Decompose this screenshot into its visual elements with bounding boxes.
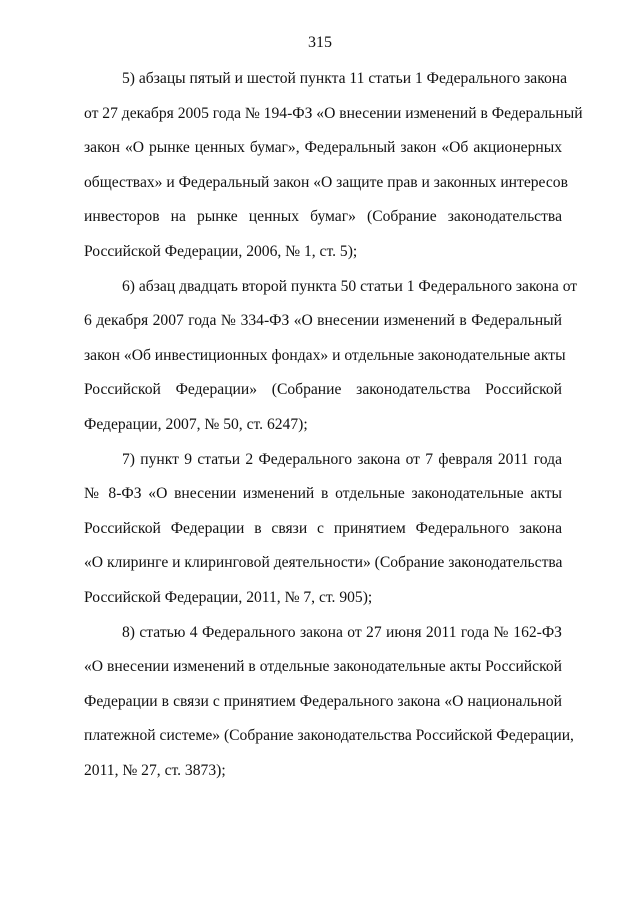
- text-line: Российской Федерации в связи с принятием Федерального закона: [84, 519, 562, 537]
- paragraph-item-5: [84, 62, 583, 270]
- text-line: 6 декабря 2007 года № 334-ФЗ «О внесении изменений в Федеральный: [84, 312, 562, 330]
- text-line: Федерации в связи с принятием Федерального закона «О национальной: [84, 692, 562, 710]
- text-line: закон «Об инвестиционных фондах» и отдельные законодательные акты: [84, 346, 566, 364]
- paragraph-item-6: [84, 270, 578, 443]
- text-line: платежной системе» (Собрание законодательства Российской Федерации,: [84, 727, 574, 745]
- text-line: «О клиринге и клиринговой деятельности» (Собрание законодательства: [84, 554, 563, 572]
- text-line: 2011, № 27, ст. 3873);: [84, 761, 226, 779]
- text-line: 5) абзацы пятый и шестой пункта 11 статьи 1 Федерального закона: [122, 70, 568, 87]
- text-line: Российской Федерации» (Собрание законодательства Российской: [84, 381, 562, 399]
- text-line: Российской Федерации, 2006, № 1, ст. 5);: [84, 242, 358, 260]
- text-line: № 8-ФЗ «О внесении изменений в отдельные законодательные акты: [84, 485, 562, 503]
- page-number: 315: [308, 34, 332, 51]
- text-line: 8) статью 4 Федерального закона от 27 июня 2011 года № 162-ФЗ: [122, 623, 562, 641]
- text-line: инвесторов на рынке ценных бумаг» (Собрание законодательства: [84, 208, 562, 226]
- text-line: Российской Федерации, 2011, № 7, ст. 905);: [84, 588, 373, 606]
- text-line: 7) пункт 9 статьи 2 Федерального закона от 7 февраля 2011 года: [122, 450, 562, 468]
- text-line: от 27 декабря 2005 года № 194-ФЗ «О внесении изменений в Федеральный: [84, 104, 583, 122]
- text-line: Федерации, 2007, № 50, ст. 6247);: [84, 415, 308, 433]
- text-line: 6) абзац двадцать второй пункта 50 статьи 1 Федерального закона от: [122, 277, 578, 295]
- text-line: закон «О рынке ценных бумаг», Федеральный закон «Об акционерных: [84, 139, 562, 157]
- text-line: обществах» и Федеральный закон «О защите прав и законных интересов: [84, 173, 568, 191]
- document-body: [84, 62, 583, 788]
- paragraph-item-7: [84, 443, 562, 616]
- paragraph-item-8: [84, 616, 574, 789]
- text-line: «О внесении изменений в отдельные законодательные акты Российской: [84, 658, 562, 676]
